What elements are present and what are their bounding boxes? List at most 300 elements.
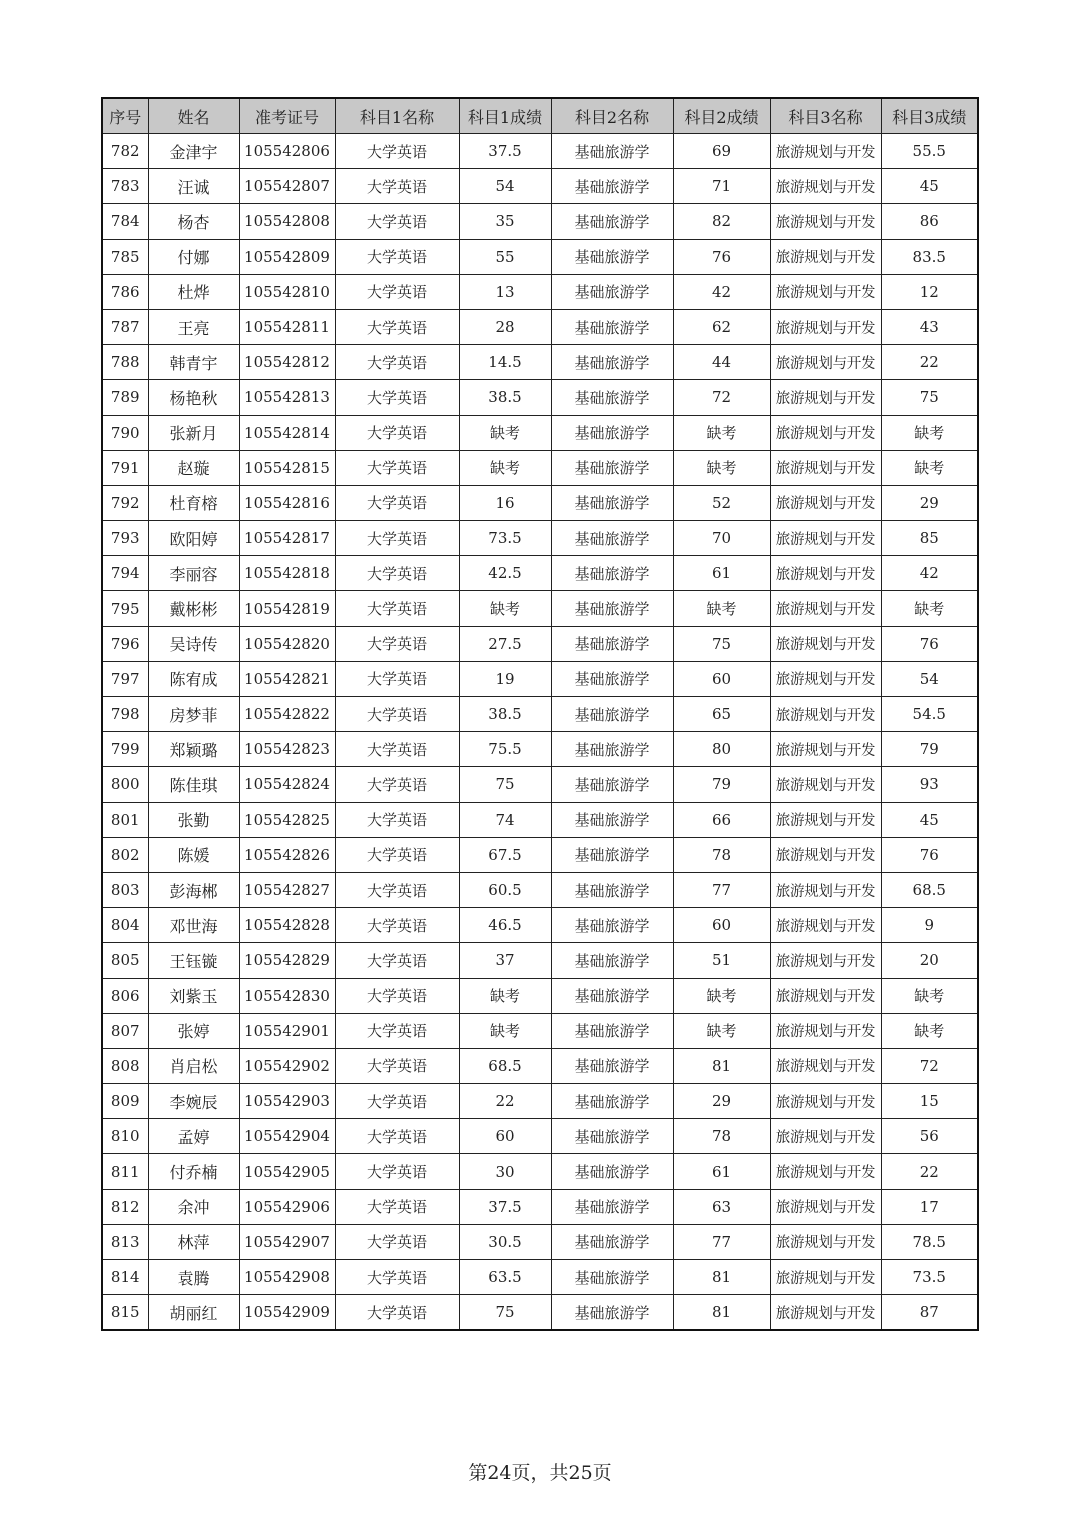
cell-name: 金津宇 (148, 134, 239, 169)
cell-subject3-name: 旅游规划与开发 (770, 134, 881, 169)
cell-subject3-name: 旅游规划与开发 (770, 309, 881, 344)
cell-name: 王亮 (148, 309, 239, 344)
cell-subject2-name: 基础旅游学 (551, 626, 673, 661)
table-row (102, 1084, 978, 1119)
cell-subject3-name: 旅游规划与开发 (770, 626, 881, 661)
cell-name: 袁腾 (148, 1260, 239, 1295)
cell-name: 邓世海 (148, 908, 239, 943)
cell-subject1-score: 37 (459, 943, 551, 978)
cell-exam-id: 105542830 (239, 978, 335, 1013)
cell-subject2-name: 基础旅游学 (551, 943, 673, 978)
cell-subject1-name: 大学英语 (335, 204, 459, 239)
cell-seq: 814 (102, 1260, 148, 1295)
cell-subject2-score: 缺考 (673, 1013, 770, 1048)
cell-name: 杨杏 (148, 204, 239, 239)
cell-subject3-name: 旅游规划与开发 (770, 1119, 881, 1154)
cell-exam-id: 105542827 (239, 872, 335, 907)
cell-subject1-score: 74 (459, 802, 551, 837)
cell-subject3-score: 54.5 (881, 697, 978, 732)
cell-exam-id: 105542908 (239, 1260, 335, 1295)
cell-exam-id: 105542829 (239, 943, 335, 978)
cell-seq: 799 (102, 732, 148, 767)
cell-subject3-score: 68.5 (881, 872, 978, 907)
cell-subject1-score: 42.5 (459, 556, 551, 591)
cell-subject2-score: 66 (673, 802, 770, 837)
cell-seq: 805 (102, 943, 148, 978)
cell-subject3-score: 55.5 (881, 134, 978, 169)
cell-subject2-name: 基础旅游学 (551, 1013, 673, 1048)
cell-subject2-score: 缺考 (673, 450, 770, 485)
cell-subject3-name: 旅游规划与开发 (770, 943, 881, 978)
cell-seq: 787 (102, 309, 148, 344)
cell-name: 赵璇 (148, 450, 239, 485)
table-row (102, 767, 978, 802)
table-row (102, 1154, 978, 1189)
cell-subject3-name: 旅游规划与开发 (770, 837, 881, 872)
cell-subject3-score: 76 (881, 626, 978, 661)
cell-subject3-name: 旅游规划与开发 (770, 239, 881, 274)
cell-subject3-score: 73.5 (881, 1260, 978, 1295)
cell-subject2-score: 78 (673, 1119, 770, 1154)
score-table (101, 97, 979, 1331)
table-row (102, 661, 978, 696)
cell-seq: 790 (102, 415, 148, 450)
cell-subject2-name: 基础旅游学 (551, 556, 673, 591)
cell-subject3-name: 旅游规划与开发 (770, 732, 881, 767)
cell-subject1-name: 大学英语 (335, 767, 459, 802)
cell-seq: 795 (102, 591, 148, 626)
cell-seq: 801 (102, 802, 148, 837)
cell-seq: 784 (102, 204, 148, 239)
cell-subject2-name: 基础旅游学 (551, 204, 673, 239)
cell-subject1-score: 55 (459, 239, 551, 274)
table-row (102, 274, 978, 309)
cell-subject2-score: 44 (673, 345, 770, 380)
cell-name: 张婷 (148, 1013, 239, 1048)
table-row (102, 943, 978, 978)
cell-exam-id: 105542823 (239, 732, 335, 767)
table-row (102, 239, 978, 274)
cell-name: 郑颖璐 (148, 732, 239, 767)
cell-name: 杜育榕 (148, 485, 239, 520)
cell-subject3-score: 43 (881, 309, 978, 344)
cell-name: 欧阳婷 (148, 521, 239, 556)
table-row (102, 1013, 978, 1048)
cell-subject1-score: 13 (459, 274, 551, 309)
cell-subject1-score: 缺考 (459, 450, 551, 485)
table-row (102, 380, 978, 415)
cell-subject2-score: 29 (673, 1084, 770, 1119)
cell-subject2-score: 51 (673, 943, 770, 978)
cell-subject2-name: 基础旅游学 (551, 450, 673, 485)
cell-subject3-score: 17 (881, 1189, 978, 1224)
cell-seq: 811 (102, 1154, 148, 1189)
cell-subject1-name: 大学英语 (335, 1295, 459, 1331)
cell-seq: 803 (102, 872, 148, 907)
cell-exam-id: 105542903 (239, 1084, 335, 1119)
cell-subject1-score: 60.5 (459, 872, 551, 907)
cell-subject1-name: 大学英语 (335, 1084, 459, 1119)
cell-subject2-name: 基础旅游学 (551, 415, 673, 450)
cell-exam-id: 105542901 (239, 1013, 335, 1048)
cell-subject2-score: 60 (673, 661, 770, 696)
cell-name: 付娜 (148, 239, 239, 274)
cell-subject3-name: 旅游规划与开发 (770, 204, 881, 239)
header-exam-id: 准考证号 (239, 98, 335, 134)
cell-subject3-score: 83.5 (881, 239, 978, 274)
cell-subject2-name: 基础旅游学 (551, 309, 673, 344)
cell-subject3-name: 旅游规划与开发 (770, 697, 881, 732)
cell-subject1-name: 大学英语 (335, 1154, 459, 1189)
cell-subject3-name: 旅游规划与开发 (770, 415, 881, 450)
cell-subject1-name: 大学英语 (335, 872, 459, 907)
cell-subject2-score: 80 (673, 732, 770, 767)
cell-subject1-score: 30.5 (459, 1224, 551, 1259)
cell-subject2-name: 基础旅游学 (551, 169, 673, 204)
cell-subject3-score: 22 (881, 1154, 978, 1189)
cell-name: 张新月 (148, 415, 239, 450)
cell-seq: 796 (102, 626, 148, 661)
cell-subject3-score: 29 (881, 485, 978, 520)
cell-subject3-score: 22 (881, 345, 978, 380)
cell-subject1-name: 大学英语 (335, 943, 459, 978)
cell-subject1-name: 大学英语 (335, 1048, 459, 1083)
cell-subject1-score: 54 (459, 169, 551, 204)
cell-subject3-name: 旅游规划与开发 (770, 1260, 881, 1295)
cell-name: 陈宥成 (148, 661, 239, 696)
cell-subject3-score: 85 (881, 521, 978, 556)
table-row (102, 521, 978, 556)
cell-subject3-score: 缺考 (881, 415, 978, 450)
cell-subject2-name: 基础旅游学 (551, 1154, 673, 1189)
cell-subject3-score: 72 (881, 1048, 978, 1083)
table-row (102, 415, 978, 450)
cell-exam-id: 105542822 (239, 697, 335, 732)
cell-exam-id: 105542905 (239, 1154, 335, 1189)
cell-exam-id: 105542828 (239, 908, 335, 943)
cell-subject1-score: 75.5 (459, 732, 551, 767)
cell-subject1-name: 大学英语 (335, 626, 459, 661)
cell-subject3-name: 旅游规划与开发 (770, 872, 881, 907)
table-row (102, 978, 978, 1013)
cell-subject3-score: 54 (881, 661, 978, 696)
header-subject3-score: 科目3成绩 (881, 98, 978, 134)
cell-subject2-name: 基础旅游学 (551, 591, 673, 626)
cell-subject3-name: 旅游规划与开发 (770, 450, 881, 485)
cell-subject3-name: 旅游规划与开发 (770, 1154, 881, 1189)
cell-subject2-score: 71 (673, 169, 770, 204)
cell-subject1-score: 28 (459, 309, 551, 344)
cell-subject3-score: 12 (881, 274, 978, 309)
cell-subject1-name: 大学英语 (335, 697, 459, 732)
cell-subject3-score: 86 (881, 204, 978, 239)
cell-subject2-score: 69 (673, 134, 770, 169)
cell-subject3-score: 76 (881, 837, 978, 872)
cell-subject2-name: 基础旅游学 (551, 732, 673, 767)
cell-subject1-score: 37.5 (459, 1189, 551, 1224)
cell-subject2-name: 基础旅游学 (551, 1295, 673, 1331)
cell-seq: 786 (102, 274, 148, 309)
cell-subject1-score: 37.5 (459, 134, 551, 169)
cell-subject1-score: 38.5 (459, 380, 551, 415)
cell-subject3-score: 78.5 (881, 1224, 978, 1259)
cell-subject3-score: 缺考 (881, 591, 978, 626)
cell-subject2-name: 基础旅游学 (551, 837, 673, 872)
cell-subject3-name: 旅游规划与开发 (770, 978, 881, 1013)
cell-name: 汪诚 (148, 169, 239, 204)
cell-subject2-score: 65 (673, 697, 770, 732)
cell-name: 杨艳秋 (148, 380, 239, 415)
cell-name: 刘紫玉 (148, 978, 239, 1013)
cell-subject2-score: 52 (673, 485, 770, 520)
cell-seq: 788 (102, 345, 148, 380)
cell-subject3-score: 15 (881, 1084, 978, 1119)
cell-exam-id: 105542806 (239, 134, 335, 169)
cell-subject1-name: 大学英语 (335, 908, 459, 943)
cell-exam-id: 105542907 (239, 1224, 335, 1259)
cell-subject2-score: 77 (673, 872, 770, 907)
cell-subject2-score: 81 (673, 1295, 770, 1331)
cell-subject3-score: 9 (881, 908, 978, 943)
cell-exam-id: 105542820 (239, 626, 335, 661)
cell-name: 付乔楠 (148, 1154, 239, 1189)
table-row (102, 204, 978, 239)
cell-subject2-name: 基础旅游学 (551, 978, 673, 1013)
cell-name: 韩青宇 (148, 345, 239, 380)
cell-name: 李婉辰 (148, 1084, 239, 1119)
cell-subject3-score: 93 (881, 767, 978, 802)
cell-subject1-score: 缺考 (459, 591, 551, 626)
cell-subject3-name: 旅游规划与开发 (770, 556, 881, 591)
cell-subject3-score: 20 (881, 943, 978, 978)
header-name: 姓名 (148, 98, 239, 134)
cell-subject3-score: 56 (881, 1119, 978, 1154)
table-row (102, 1295, 978, 1331)
table-row (102, 450, 978, 485)
cell-seq: 783 (102, 169, 148, 204)
cell-subject3-score: 缺考 (881, 450, 978, 485)
cell-subject3-score: 缺考 (881, 1013, 978, 1048)
header-subject1-score: 科目1成绩 (459, 98, 551, 134)
cell-subject3-name: 旅游规划与开发 (770, 274, 881, 309)
cell-subject2-name: 基础旅游学 (551, 521, 673, 556)
cell-subject1-score: 46.5 (459, 908, 551, 943)
cell-subject1-name: 大学英语 (335, 1260, 459, 1295)
cell-subject3-name: 旅游规划与开发 (770, 661, 881, 696)
cell-seq: 807 (102, 1013, 148, 1048)
cell-subject1-score: 16 (459, 485, 551, 520)
cell-subject1-name: 大学英语 (335, 1013, 459, 1048)
cell-subject1-name: 大学英语 (335, 345, 459, 380)
cell-subject2-name: 基础旅游学 (551, 239, 673, 274)
header-subject2-score: 科目2成绩 (673, 98, 770, 134)
cell-subject1-name: 大学英语 (335, 978, 459, 1013)
table-row (102, 1048, 978, 1083)
cell-subject2-score: 78 (673, 837, 770, 872)
cell-subject3-score: 缺考 (881, 978, 978, 1013)
cell-exam-id: 105542817 (239, 521, 335, 556)
table-row (102, 591, 978, 626)
cell-subject2-name: 基础旅游学 (551, 1119, 673, 1154)
cell-name: 李丽容 (148, 556, 239, 591)
cell-exam-id: 105542906 (239, 1189, 335, 1224)
cell-subject2-score: 42 (673, 274, 770, 309)
cell-subject1-name: 大学英语 (335, 274, 459, 309)
table-row (102, 837, 978, 872)
cell-subject1-score: 缺考 (459, 1013, 551, 1048)
cell-subject3-name: 旅游规划与开发 (770, 521, 881, 556)
cell-subject2-name: 基础旅游学 (551, 661, 673, 696)
cell-seq: 797 (102, 661, 148, 696)
table-row (102, 908, 978, 943)
cell-subject1-name: 大学英语 (335, 591, 459, 626)
cell-exam-id: 105542818 (239, 556, 335, 591)
cell-subject3-name: 旅游规划与开发 (770, 1013, 881, 1048)
header-subject1-name: 科目1名称 (335, 98, 459, 134)
cell-subject2-name: 基础旅游学 (551, 1189, 673, 1224)
cell-subject1-name: 大学英语 (335, 1189, 459, 1224)
table-row (102, 732, 978, 767)
cell-name: 肖启松 (148, 1048, 239, 1083)
cell-subject2-name: 基础旅游学 (551, 274, 673, 309)
cell-subject2-score: 61 (673, 1154, 770, 1189)
cell-subject2-score: 缺考 (673, 591, 770, 626)
cell-subject1-score: 73.5 (459, 521, 551, 556)
cell-subject1-name: 大学英语 (335, 802, 459, 837)
cell-subject2-score: 70 (673, 521, 770, 556)
cell-exam-id: 105542807 (239, 169, 335, 204)
cell-subject3-score: 79 (881, 732, 978, 767)
table-row (102, 309, 978, 344)
cell-exam-id: 105542909 (239, 1295, 335, 1331)
cell-subject2-score: 81 (673, 1260, 770, 1295)
cell-subject1-score: 27.5 (459, 626, 551, 661)
table-row (102, 169, 978, 204)
cell-subject3-score: 87 (881, 1295, 978, 1331)
cell-subject2-score: 62 (673, 309, 770, 344)
cell-subject2-name: 基础旅游学 (551, 1224, 673, 1259)
cell-subject3-score: 45 (881, 169, 978, 204)
table-row (102, 1119, 978, 1154)
table-body (102, 134, 978, 1331)
cell-subject3-name: 旅游规划与开发 (770, 1295, 881, 1331)
cell-subject1-name: 大学英语 (335, 661, 459, 696)
cell-name: 王钰镟 (148, 943, 239, 978)
cell-subject2-name: 基础旅游学 (551, 767, 673, 802)
cell-subject1-score: 缺考 (459, 415, 551, 450)
cell-subject2-name: 基础旅游学 (551, 380, 673, 415)
cell-subject1-name: 大学英语 (335, 380, 459, 415)
cell-subject1-score: 68.5 (459, 1048, 551, 1083)
cell-exam-id: 105542819 (239, 591, 335, 626)
cell-subject3-name: 旅游规划与开发 (770, 380, 881, 415)
header-subject3-name: 科目3名称 (770, 98, 881, 134)
cell-subject1-score: 75 (459, 767, 551, 802)
header-row (102, 98, 978, 134)
cell-exam-id: 105542811 (239, 309, 335, 344)
cell-subject2-name: 基础旅游学 (551, 802, 673, 837)
cell-subject3-name: 旅游规划与开发 (770, 1189, 881, 1224)
cell-subject2-name: 基础旅游学 (551, 1084, 673, 1119)
cell-seq: 804 (102, 908, 148, 943)
cell-subject2-name: 基础旅游学 (551, 345, 673, 380)
cell-subject1-score: 14.5 (459, 345, 551, 380)
cell-subject1-score: 75 (459, 1295, 551, 1331)
cell-subject1-score: 67.5 (459, 837, 551, 872)
table-row (102, 1224, 978, 1259)
cell-subject2-score: 79 (673, 767, 770, 802)
table-row (102, 345, 978, 380)
cell-subject3-score: 42 (881, 556, 978, 591)
cell-name: 戴彬彬 (148, 591, 239, 626)
cell-subject1-name: 大学英语 (335, 134, 459, 169)
cell-subject1-score: 60 (459, 1119, 551, 1154)
cell-subject2-score: 61 (673, 556, 770, 591)
cell-subject2-score: 缺考 (673, 415, 770, 450)
cell-name: 房梦菲 (148, 697, 239, 732)
cell-seq: 791 (102, 450, 148, 485)
cell-exam-id: 105542813 (239, 380, 335, 415)
cell-subject2-score: 72 (673, 380, 770, 415)
cell-exam-id: 105542816 (239, 485, 335, 520)
cell-subject2-score: 63 (673, 1189, 770, 1224)
table-row (102, 802, 978, 837)
cell-seq: 789 (102, 380, 148, 415)
table-row (102, 556, 978, 591)
cell-subject3-name: 旅游规划与开发 (770, 767, 881, 802)
cell-subject1-name: 大学英语 (335, 1224, 459, 1259)
cell-name: 杜烨 (148, 274, 239, 309)
cell-exam-id: 105542825 (239, 802, 335, 837)
cell-exam-id: 105542812 (239, 345, 335, 380)
cell-name: 余冲 (148, 1189, 239, 1224)
table-row (102, 872, 978, 907)
cell-subject1-score: 30 (459, 1154, 551, 1189)
cell-exam-id: 105542821 (239, 661, 335, 696)
cell-subject3-name: 旅游规划与开发 (770, 908, 881, 943)
cell-subject1-name: 大学英语 (335, 239, 459, 274)
cell-name: 吴诗传 (148, 626, 239, 661)
header-subject2-name: 科目2名称 (551, 98, 673, 134)
cell-subject2-score: 缺考 (673, 978, 770, 1013)
cell-subject3-name: 旅游规划与开发 (770, 345, 881, 380)
table-row (102, 697, 978, 732)
cell-seq: 785 (102, 239, 148, 274)
table-row (102, 485, 978, 520)
cell-name: 张勤 (148, 802, 239, 837)
cell-subject2-name: 基础旅游学 (551, 1260, 673, 1295)
cell-subject1-score: 63.5 (459, 1260, 551, 1295)
cell-seq: 812 (102, 1189, 148, 1224)
cell-exam-id: 105542824 (239, 767, 335, 802)
cell-name: 林萍 (148, 1224, 239, 1259)
table-row (102, 1189, 978, 1224)
cell-subject2-name: 基础旅游学 (551, 1048, 673, 1083)
cell-subject3-score: 75 (881, 380, 978, 415)
cell-subject3-name: 旅游规划与开发 (770, 485, 881, 520)
cell-seq: 815 (102, 1295, 148, 1331)
cell-exam-id: 105542904 (239, 1119, 335, 1154)
cell-seq: 802 (102, 837, 148, 872)
cell-seq: 792 (102, 485, 148, 520)
cell-subject1-score: 缺考 (459, 978, 551, 1013)
cell-subject2-score: 77 (673, 1224, 770, 1259)
cell-name: 孟婷 (148, 1119, 239, 1154)
table-row (102, 626, 978, 661)
cell-seq: 813 (102, 1224, 148, 1259)
cell-subject1-score: 38.5 (459, 697, 551, 732)
cell-subject1-name: 大学英语 (335, 309, 459, 344)
